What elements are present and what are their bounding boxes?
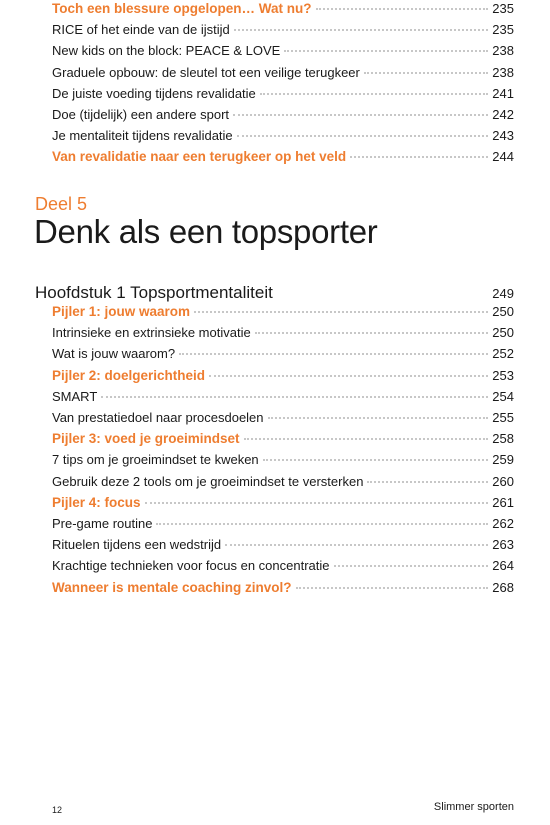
toc-entry — [52, 20, 514, 40]
dot-leader — [334, 564, 489, 567]
toc-entry — [52, 556, 514, 576]
dot-leader — [145, 501, 489, 504]
toc-entry-page: 260 — [492, 473, 514, 489]
toc-entry-title: Wat is jouw waarom? — [52, 346, 176, 362]
chapter-page: 249 — [492, 286, 514, 301]
toc-entry-title: Pijler 3: voed je groeimindset — [52, 431, 240, 447]
toc-entry — [52, 63, 514, 83]
toc-entry-title: Doe (tijdelijk) een andere sport — [52, 107, 230, 122]
toc-section-entry — [52, 366, 514, 386]
toc-entry-title: Van prestatiedoel naar procesdoelen — [52, 410, 264, 425]
toc-entry-title: Pre-game routine — [52, 516, 153, 531]
toc-entry-page: 250 — [492, 325, 514, 341]
footer-book-title: Slimmer sporten — [433, 801, 514, 813]
toc-entry-title: De juiste voeding tijdens revalidatie — [52, 85, 256, 101]
dot-leader — [234, 28, 489, 31]
dot-leader — [244, 437, 489, 440]
footer-page-number: 12 — [52, 805, 63, 815]
dot-leader — [316, 7, 489, 10]
dot-leader — [263, 458, 489, 461]
toc-entry-page: 238 — [492, 64, 514, 80]
toc-entry-title: SMART — [52, 388, 98, 404]
toc-entry-page: 250 — [492, 304, 514, 319]
toc-entry-page: 241 — [492, 85, 514, 101]
toc-entry — [52, 450, 514, 470]
toc-entry-title: Wanneer is mentale coaching zinvol? — [52, 579, 292, 595]
toc-entry-title: Graduele opbouw: de sleutel tot een veilige terugkeer — [52, 64, 360, 80]
toc-entry — [52, 387, 514, 407]
toc-entry-page: 253 — [492, 367, 514, 383]
toc-entry-title: Krachtige technieken voor focus en concentratie — [52, 558, 330, 574]
toc-section-entry — [52, 493, 514, 513]
toc-entry-title: Pijler 1: jouw waarom — [52, 304, 191, 319]
toc-entry-page: 235 — [492, 1, 514, 16]
toc-entry-page: 254 — [492, 388, 514, 404]
toc-entry-title: New kids on the block: PEACE & LOVE — [52, 43, 281, 59]
toc-section-entry — [52, 302, 514, 322]
toc-entry — [52, 126, 514, 146]
dot-leader — [268, 416, 489, 419]
dot-leader — [225, 543, 488, 546]
toc-section-entry — [52, 578, 514, 598]
toc-entry — [52, 84, 514, 104]
toc-entry-title: Van revalidatie naar een terugkeer op het veld — [52, 149, 347, 165]
toc-entry — [52, 344, 514, 364]
toc-entry-title: 7 tips om je groeimindset te kweken — [52, 452, 259, 468]
toc-entry-page: 258 — [492, 431, 514, 447]
dot-leader — [260, 92, 489, 95]
toc-entry-page: 261 — [492, 494, 514, 510]
dot-leader — [156, 522, 488, 525]
toc-entry-page: 259 — [492, 452, 514, 468]
dot-leader — [255, 331, 489, 334]
toc-entry-title: Toch een blessure opgelopen… Wat nu? — [52, 1, 312, 16]
toc-entry-page: 263 — [492, 537, 514, 553]
toc-entry — [52, 535, 514, 555]
toc-entry-page: 268 — [492, 579, 514, 595]
toc-entry-page: 255 — [492, 410, 514, 425]
dot-leader — [284, 49, 488, 52]
toc-entry-page: 235 — [492, 22, 514, 38]
dot-leader — [237, 134, 489, 137]
leader-spacer — [277, 294, 488, 295]
toc-entry-title: Pijler 4: focus — [52, 494, 141, 510]
toc-entry — [52, 323, 514, 343]
dot-leader — [194, 310, 488, 313]
toc-entry-page: 252 — [492, 346, 514, 362]
dot-leader — [367, 480, 488, 483]
toc-entry-title: Gebruik deze 2 tools om je groeimindset te versterken — [52, 473, 364, 489]
toc-entry-page: 264 — [492, 558, 514, 574]
toc-entry — [52, 41, 514, 61]
toc-entry — [52, 408, 514, 428]
toc-entry — [52, 472, 514, 492]
part-title: Denk als een topsporter — [34, 213, 378, 250]
toc-section-entry — [52, 147, 514, 167]
toc-entry-page: 244 — [492, 149, 514, 165]
dot-leader — [101, 395, 488, 398]
dot-leader — [364, 71, 488, 74]
part-label: Deel 5 — [35, 194, 88, 214]
toc-entry — [52, 514, 514, 534]
toc-entry-page: 238 — [492, 43, 514, 59]
toc-entry-title: Rituelen tijdens een wedstrijd — [52, 537, 222, 553]
dot-leader — [209, 374, 488, 377]
toc-entry — [52, 105, 514, 125]
toc-section-entry — [52, 0, 514, 19]
toc-entry-title: Je mentaliteit tijdens revalidatie — [52, 128, 233, 144]
toc-entry-page: 262 — [492, 516, 514, 531]
dot-leader — [179, 352, 488, 355]
toc-entry-page: 243 — [492, 128, 514, 144]
toc-entry-page: 242 — [492, 107, 514, 122]
dot-leader — [233, 113, 488, 116]
toc-entry-title: RICE of het einde van de ijstijd — [52, 22, 230, 38]
toc-section-entry — [52, 429, 514, 449]
toc-entry-title: Pijler 2: doelgerichtheid — [52, 367, 206, 383]
toc-entry-title: Intrinsieke en extrinsieke motivatie — [52, 325, 251, 341]
chapter-title: Hoofdstuk 1 Topsportmentaliteit — [35, 283, 273, 302]
dot-leader — [296, 586, 489, 589]
dot-leader — [350, 155, 488, 158]
